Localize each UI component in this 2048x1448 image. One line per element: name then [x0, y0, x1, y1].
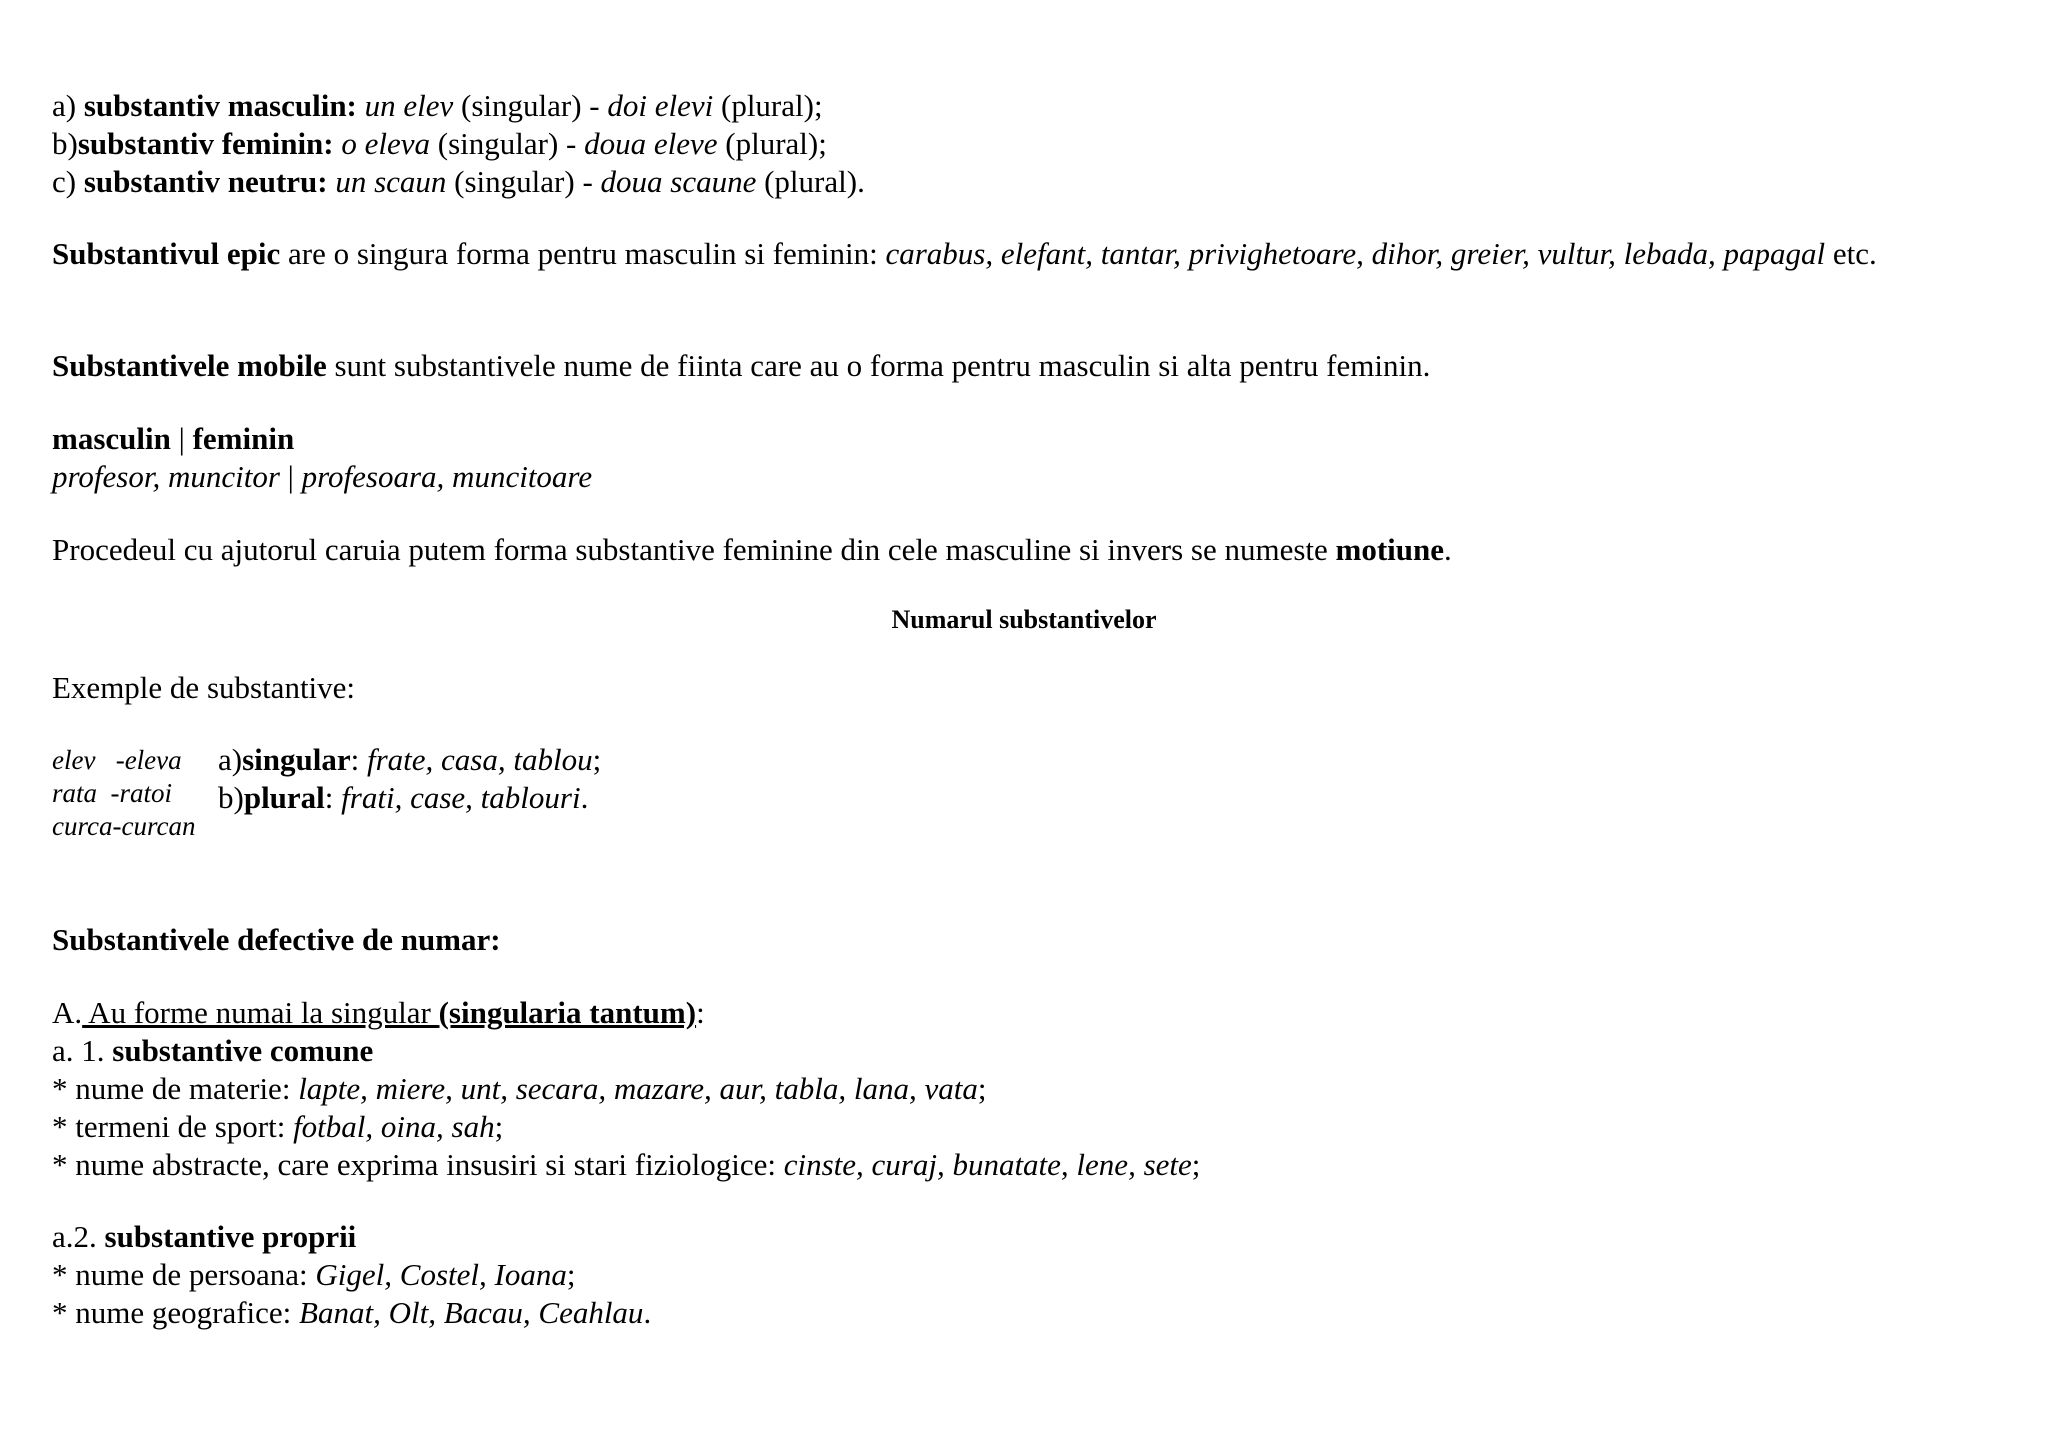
proper-item-1: * nume de persoana: Gigel, Costel, Ioana;: [52, 1257, 576, 1292]
common-item-1: * nume de materie: lapte, miere, unt, secara, mazare, aur, tabla, lana, vata;: [52, 1071, 987, 1106]
gender-example-fem: b)substantiv feminin: o eleva (singular) - doua eleve (plural);: [52, 126, 827, 161]
gender-pair-labels: masculin | feminin: [52, 421, 295, 456]
singularia-block: [52, 994, 1200, 1184]
gender-pair: [52, 420, 592, 496]
section-title: Numarul substantivelor: [891, 605, 1157, 634]
number-examples: [218, 741, 601, 817]
defective-title: Substantivele defective de numar:: [52, 922, 501, 957]
small-example-1: elev -eleva: [52, 745, 182, 775]
gender-example-neut: c) substantiv neutru: un scaun (singular) - doua scaune (plural).: [52, 164, 865, 199]
common-item-2: * termeni de sport: fotbal, oina, sah;: [52, 1109, 504, 1144]
number-plural: b)plural: frati, case, tablouri.: [218, 780, 589, 815]
small-examples: [52, 744, 195, 843]
gender-example-masc: a) substantiv masculin: un elev (singular) - doi elevi (plural);: [52, 88, 823, 123]
common-heading: a. 1. substantive comune: [52, 1033, 374, 1068]
small-example-3: curca-curcan: [52, 811, 196, 841]
common-item-3: * nume abstracte, care exprima insusiri si stari fiziologice: cinste, curaj, bunatate, lene, sete;: [52, 1147, 1201, 1182]
mobile-paragraph: Substantivele mobile sunt substantivele nume de fiinta care au o forma pentru masculin si alta pentru feminin.: [52, 348, 1431, 383]
small-example-2: rata -ratoi: [52, 778, 173, 808]
gender-pair-examples: profesor, muncitor | profesoara, muncitoare: [52, 459, 593, 494]
number-singular: a)singular: frate, casa, tablou;: [218, 742, 602, 777]
epicene-paragraph: Substantivul epic are o singura forma pentru masculin si feminin: carabus, elefant, tantar, privighetoare, dihor, greier, vultur, lebada, papagal etc.: [52, 236, 1877, 271]
examples-intro: Exemple de substantive:: [52, 670, 356, 705]
proper-item-2: * nume geografice: Banat, Olt, Bacau, Ceahlau.: [52, 1295, 652, 1330]
motion-paragraph: Procedeul cu ajutorul caruia putem forma substantive feminine din cele masculine si invers se numeste motiune.: [52, 532, 1452, 567]
singularia-heading: A. Au forme numai la singular (singularia tantum):: [52, 995, 705, 1030]
proper-block: [52, 1218, 651, 1332]
gender-examples: [52, 87, 865, 201]
proper-heading: a.2. substantive proprii: [52, 1219, 357, 1254]
